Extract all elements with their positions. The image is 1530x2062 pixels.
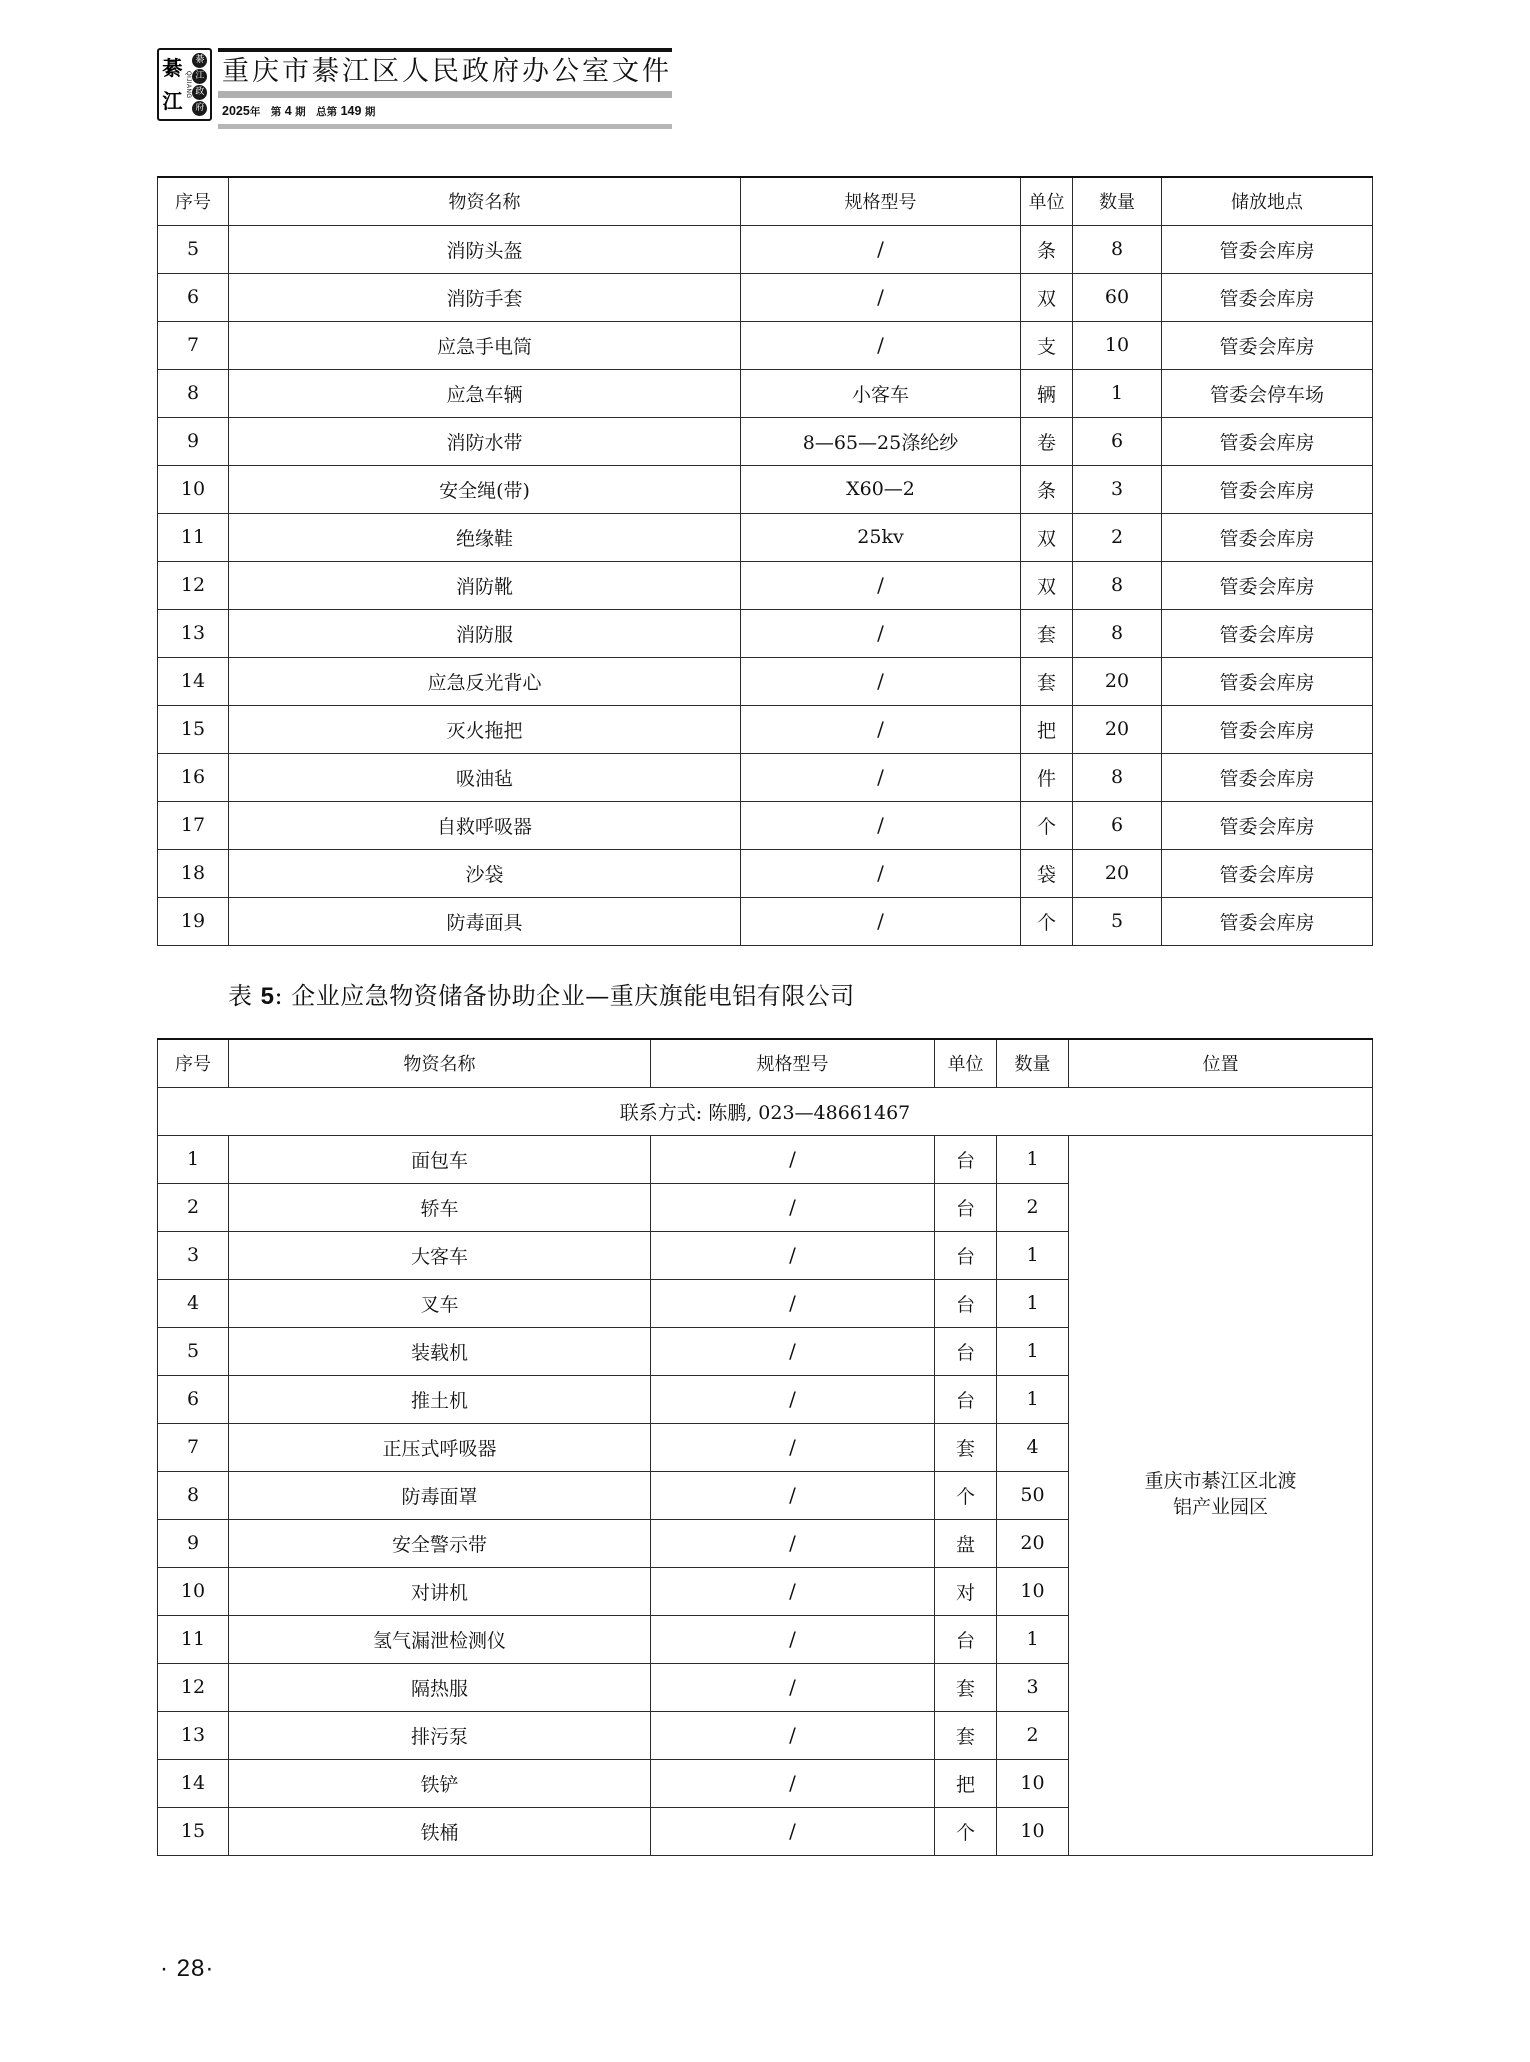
cell-spec: / <box>651 1279 935 1327</box>
issue-unit: 期 <box>295 106 306 118</box>
cell-index: 10 <box>158 1567 229 1615</box>
cell-name: 推土机 <box>229 1375 651 1423</box>
location-line-1: 重庆市綦江区北渡 <box>1144 1470 1297 1493</box>
caption-text: : 企业应急物资储备协助企业—重庆旗能电铝有限公司 <box>274 982 855 1010</box>
cell-quantity: 1 <box>997 1327 1069 1375</box>
cell-spec: / <box>651 1231 935 1279</box>
cell-storage: 管委会库房 <box>1162 465 1373 513</box>
page-number: · 28· <box>160 1955 215 1982</box>
column-header-quantity: 数量 <box>1073 177 1162 225</box>
cell-spec: / <box>651 1135 935 1183</box>
table-row <box>158 417 1373 465</box>
cell-index: 14 <box>158 1759 229 1807</box>
cell-spec: 25kv <box>741 513 1021 561</box>
cell-unit: 个 <box>1021 897 1073 945</box>
cell-quantity: 1 <box>997 1231 1069 1279</box>
cell-spec: / <box>651 1183 935 1231</box>
cell-quantity: 6 <box>1073 801 1162 849</box>
cell-quantity: 10 <box>1073 321 1162 369</box>
seal-dot-icon: 政 <box>192 85 207 100</box>
cell-unit: 台 <box>935 1615 997 1663</box>
cell-quantity: 10 <box>997 1759 1069 1807</box>
cell-spec: / <box>651 1519 935 1567</box>
cell-spec: / <box>651 1375 935 1423</box>
cell-name: 装载机 <box>229 1327 651 1375</box>
cell-quantity: 5 <box>1073 897 1162 945</box>
cell-storage: 管委会库房 <box>1162 417 1373 465</box>
cell-quantity: 2 <box>1073 513 1162 561</box>
cell-unit: 台 <box>935 1327 997 1375</box>
seal-dot-column <box>192 52 208 117</box>
cell-spec: / <box>651 1471 935 1519</box>
cell-spec: / <box>651 1711 935 1759</box>
cell-unit: 个 <box>935 1807 997 1855</box>
cell-index: 8 <box>158 369 229 417</box>
cell-name: 安全绳(带) <box>229 465 741 513</box>
cell-storage: 管委会库房 <box>1162 273 1373 321</box>
total-unit: 期 <box>364 106 376 118</box>
cell-name: 大客车 <box>229 1231 651 1279</box>
cell-quantity: 8 <box>1073 225 1162 273</box>
cell-index: 5 <box>158 225 229 273</box>
cell-unit: 个 <box>935 1471 997 1519</box>
cell-quantity: 8 <box>1073 561 1162 609</box>
seal-pinyin-text: QIJIANG <box>184 70 191 99</box>
cell-index: 11 <box>158 1615 229 1663</box>
cell-index: 1 <box>158 1135 229 1183</box>
table-row <box>158 801 1373 849</box>
cell-name: 叉车 <box>229 1279 651 1327</box>
cell-spec: / <box>741 321 1021 369</box>
cell-unit: 把 <box>935 1759 997 1807</box>
cell-index: 16 <box>158 753 229 801</box>
cell-index: 8 <box>158 1471 229 1519</box>
cell-quantity: 1 <box>997 1279 1069 1327</box>
cell-quantity: 20 <box>1073 657 1162 705</box>
seal-char-1: 綦 <box>162 56 183 81</box>
cell-unit: 台 <box>935 1375 997 1423</box>
cell-spec: / <box>741 273 1021 321</box>
cell-spec: / <box>741 657 1021 705</box>
table-row <box>158 1135 1373 1183</box>
column-header-quantity: 数量 <box>997 1039 1069 1087</box>
cell-index: 15 <box>158 1807 229 1855</box>
cell-unit: 双 <box>1021 273 1073 321</box>
table-row <box>158 321 1373 369</box>
cell-index: 6 <box>158 273 229 321</box>
table-5-caption <box>228 976 855 1011</box>
cell-unit: 套 <box>935 1711 997 1759</box>
cell-name: 灭火拖把 <box>229 705 741 753</box>
cell-quantity: 8 <box>1073 609 1162 657</box>
cell-quantity: 1 <box>997 1135 1069 1183</box>
cell-name: 正压式呼吸器 <box>229 1423 651 1471</box>
cell-unit: 台 <box>935 1135 997 1183</box>
cell-index: 7 <box>158 1423 229 1471</box>
cell-index: 13 <box>158 609 229 657</box>
cell-quantity: 10 <box>997 1807 1069 1855</box>
cell-quantity: 3 <box>997 1663 1069 1711</box>
cell-quantity: 20 <box>1073 705 1162 753</box>
cell-unit: 台 <box>935 1183 997 1231</box>
contact-info: 联系方式: 陈鹏, 023—48661467 <box>158 1087 1373 1135</box>
cell-spec: / <box>741 561 1021 609</box>
cell-storage: 管委会库房 <box>1162 657 1373 705</box>
table-row <box>158 465 1373 513</box>
table-row <box>158 369 1373 417</box>
seal-dot-icon: 府 <box>192 101 207 116</box>
cell-spec: / <box>741 705 1021 753</box>
column-header-spec: 规格型号 <box>741 177 1021 225</box>
cell-unit: 袋 <box>1021 849 1073 897</box>
cell-index: 10 <box>158 465 229 513</box>
cell-quantity: 2 <box>997 1183 1069 1231</box>
cell-index: 15 <box>158 705 229 753</box>
cell-spec: / <box>651 1423 935 1471</box>
cell-index: 2 <box>158 1183 229 1231</box>
column-header-name: 物资名称 <box>229 177 741 225</box>
seal-characters <box>161 52 184 117</box>
cell-name: 轿车 <box>229 1183 651 1231</box>
total-label: 总第 <box>316 106 338 118</box>
cell-index: 12 <box>158 1663 229 1711</box>
cell-unit: 套 <box>1021 657 1073 705</box>
cell-storage: 管委会库房 <box>1162 705 1373 753</box>
cell-name: 隔热服 <box>229 1663 651 1711</box>
cell-storage: 管委会库房 <box>1162 849 1373 897</box>
cell-name: 应急反光背心 <box>229 657 741 705</box>
cell-unit: 双 <box>1021 561 1073 609</box>
masthead-grey-rule <box>218 91 672 98</box>
cell-name: 防毒面具 <box>229 897 741 945</box>
cell-storage: 管委会库房 <box>1162 513 1373 561</box>
table-header-row <box>158 177 1373 225</box>
cell-name: 沙袋 <box>229 849 741 897</box>
cell-spec: / <box>651 1327 935 1375</box>
cell-unit: 辆 <box>1021 369 1073 417</box>
cell-quantity: 10 <box>997 1567 1069 1615</box>
emergency-supplies-table <box>157 176 1373 946</box>
cell-quantity: 3 <box>1073 465 1162 513</box>
table-header-row <box>158 1039 1373 1087</box>
cell-name: 消防靴 <box>229 561 741 609</box>
cell-spec: / <box>651 1567 935 1615</box>
cell-unit: 件 <box>1021 753 1073 801</box>
cell-quantity: 1 <box>997 1615 1069 1663</box>
cell-spec: / <box>651 1663 935 1711</box>
cell-index: 9 <box>158 1519 229 1567</box>
cell-spec: X60—2 <box>741 465 1021 513</box>
cell-unit: 个 <box>1021 801 1073 849</box>
cell-index: 5 <box>158 1327 229 1375</box>
cell-unit: 支 <box>1021 321 1073 369</box>
cell-quantity: 20 <box>997 1519 1069 1567</box>
cell-unit: 套 <box>935 1663 997 1711</box>
masthead <box>157 48 672 123</box>
cell-name: 铁铲 <box>229 1759 651 1807</box>
cell-unit: 套 <box>935 1423 997 1471</box>
cell-name: 绝缘鞋 <box>229 513 741 561</box>
cell-spec: 8—65—25涤纶纱 <box>741 417 1021 465</box>
cell-unit: 台 <box>935 1231 997 1279</box>
table-row <box>158 273 1373 321</box>
table-row <box>158 897 1373 945</box>
issue-label: 第 <box>270 106 282 118</box>
issue-year-unit: 年 <box>249 106 261 118</box>
table-row <box>158 849 1373 897</box>
cell-spec: / <box>741 753 1021 801</box>
cell-name: 自救呼吸器 <box>229 801 741 849</box>
cell-index: 7 <box>158 321 229 369</box>
cell-index: 9 <box>158 417 229 465</box>
cell-quantity: 6 <box>1073 417 1162 465</box>
enterprise-supplies-table <box>157 1038 1373 1856</box>
cell-unit: 套 <box>1021 609 1073 657</box>
caption-prefix: 表 <box>228 982 253 1010</box>
column-header-name: 物资名称 <box>229 1039 651 1087</box>
cell-unit: 台 <box>935 1279 997 1327</box>
cell-quantity: 4 <box>997 1423 1069 1471</box>
cell-index: 13 <box>158 1711 229 1759</box>
cell-storage: 管委会库房 <box>1162 321 1373 369</box>
cell-name: 氢气漏泄检测仪 <box>229 1615 651 1663</box>
cell-storage: 管委会库房 <box>1162 561 1373 609</box>
cell-name: 安全警示带 <box>229 1519 651 1567</box>
masthead-bottom-rule <box>218 124 672 129</box>
table-row <box>158 705 1373 753</box>
seal-dot-icon: 綦 <box>192 53 207 68</box>
table-row <box>158 513 1373 561</box>
column-header-index: 序号 <box>158 1039 229 1087</box>
cell-index: 19 <box>158 897 229 945</box>
cell-name: 消防服 <box>229 609 741 657</box>
cell-index: 17 <box>158 801 229 849</box>
cell-storage: 管委会停车场 <box>1162 369 1373 417</box>
cell-quantity: 1 <box>997 1375 1069 1423</box>
cell-unit: 双 <box>1021 513 1073 561</box>
seal-char-2: 江 <box>162 88 183 113</box>
cell-name: 排污泵 <box>229 1711 651 1759</box>
cell-quantity: 2 <box>997 1711 1069 1759</box>
cell-spec: 小客车 <box>741 369 1021 417</box>
total-number: 149 <box>340 104 362 118</box>
cell-name: 消防头盔 <box>229 225 741 273</box>
cell-index: 14 <box>158 657 229 705</box>
cell-quantity: 60 <box>1073 273 1162 321</box>
seal-dot-icon: 江 <box>192 69 207 84</box>
column-header-spec: 规格型号 <box>651 1039 935 1087</box>
column-header-storage: 储放地点 <box>1162 177 1373 225</box>
qijiang-seal-logo <box>157 48 212 121</box>
cell-spec: / <box>741 609 1021 657</box>
column-header-unit: 单位 <box>1021 177 1073 225</box>
table-row <box>158 657 1373 705</box>
cell-index: 6 <box>158 1375 229 1423</box>
cell-storage: 管委会库房 <box>1162 801 1373 849</box>
issue-number: 4 <box>284 104 292 118</box>
cell-unit: 对 <box>935 1567 997 1615</box>
cell-spec: / <box>741 225 1021 273</box>
cell-spec: / <box>741 801 1021 849</box>
masthead-text-block <box>218 48 672 129</box>
table-row <box>158 225 1373 273</box>
cell-quantity: 8 <box>1073 753 1162 801</box>
column-header-location: 位置 <box>1069 1039 1373 1087</box>
cell-index: 18 <box>158 849 229 897</box>
cell-index: 11 <box>158 513 229 561</box>
cell-index: 3 <box>158 1231 229 1279</box>
cell-name: 应急手电筒 <box>229 321 741 369</box>
cell-name: 对讲机 <box>229 1567 651 1615</box>
cell-spec: / <box>651 1807 935 1855</box>
cell-unit: 条 <box>1021 225 1073 273</box>
cell-storage: 管委会库房 <box>1162 225 1373 273</box>
cell-spec: / <box>651 1615 935 1663</box>
cell-name: 防毒面罩 <box>229 1471 651 1519</box>
cell-storage: 管委会库房 <box>1162 897 1373 945</box>
cell-index: 4 <box>158 1279 229 1327</box>
issue-line <box>218 98 672 124</box>
table-row <box>158 609 1373 657</box>
cell-quantity: 1 <box>1073 369 1162 417</box>
cell-unit: 把 <box>1021 705 1073 753</box>
cell-index: 12 <box>158 561 229 609</box>
cell-storage: 管委会库房 <box>1162 609 1373 657</box>
cell-spec: / <box>651 1759 935 1807</box>
cell-name: 应急车辆 <box>229 369 741 417</box>
caption-number: 5 <box>260 983 275 1010</box>
contact-row <box>158 1087 1373 1135</box>
cell-storage: 管委会库房 <box>1162 753 1373 801</box>
cell-spec: / <box>741 897 1021 945</box>
cell-name: 消防水带 <box>229 417 741 465</box>
cell-name: 面包车 <box>229 1135 651 1183</box>
cell-unit: 盘 <box>935 1519 997 1567</box>
cell-name: 吸油毡 <box>229 753 741 801</box>
table-row <box>158 561 1373 609</box>
table-row <box>158 753 1373 801</box>
location-line-2: 铝产业园区 <box>1172 1496 1268 1518</box>
cell-unit: 条 <box>1021 465 1073 513</box>
column-header-unit: 单位 <box>935 1039 997 1087</box>
issue-year: 2025 <box>222 104 250 118</box>
column-header-index: 序号 <box>158 177 229 225</box>
cell-name: 铁桶 <box>229 1807 651 1855</box>
cell-quantity: 20 <box>1073 849 1162 897</box>
page-title: 重庆市綦江区人民政府办公室文件 <box>222 56 672 87</box>
cell-spec: / <box>741 849 1021 897</box>
cell-name: 消防手套 <box>229 273 741 321</box>
cell-quantity: 50 <box>997 1471 1069 1519</box>
cell-location <box>1069 1135 1373 1855</box>
cell-unit: 卷 <box>1021 417 1073 465</box>
